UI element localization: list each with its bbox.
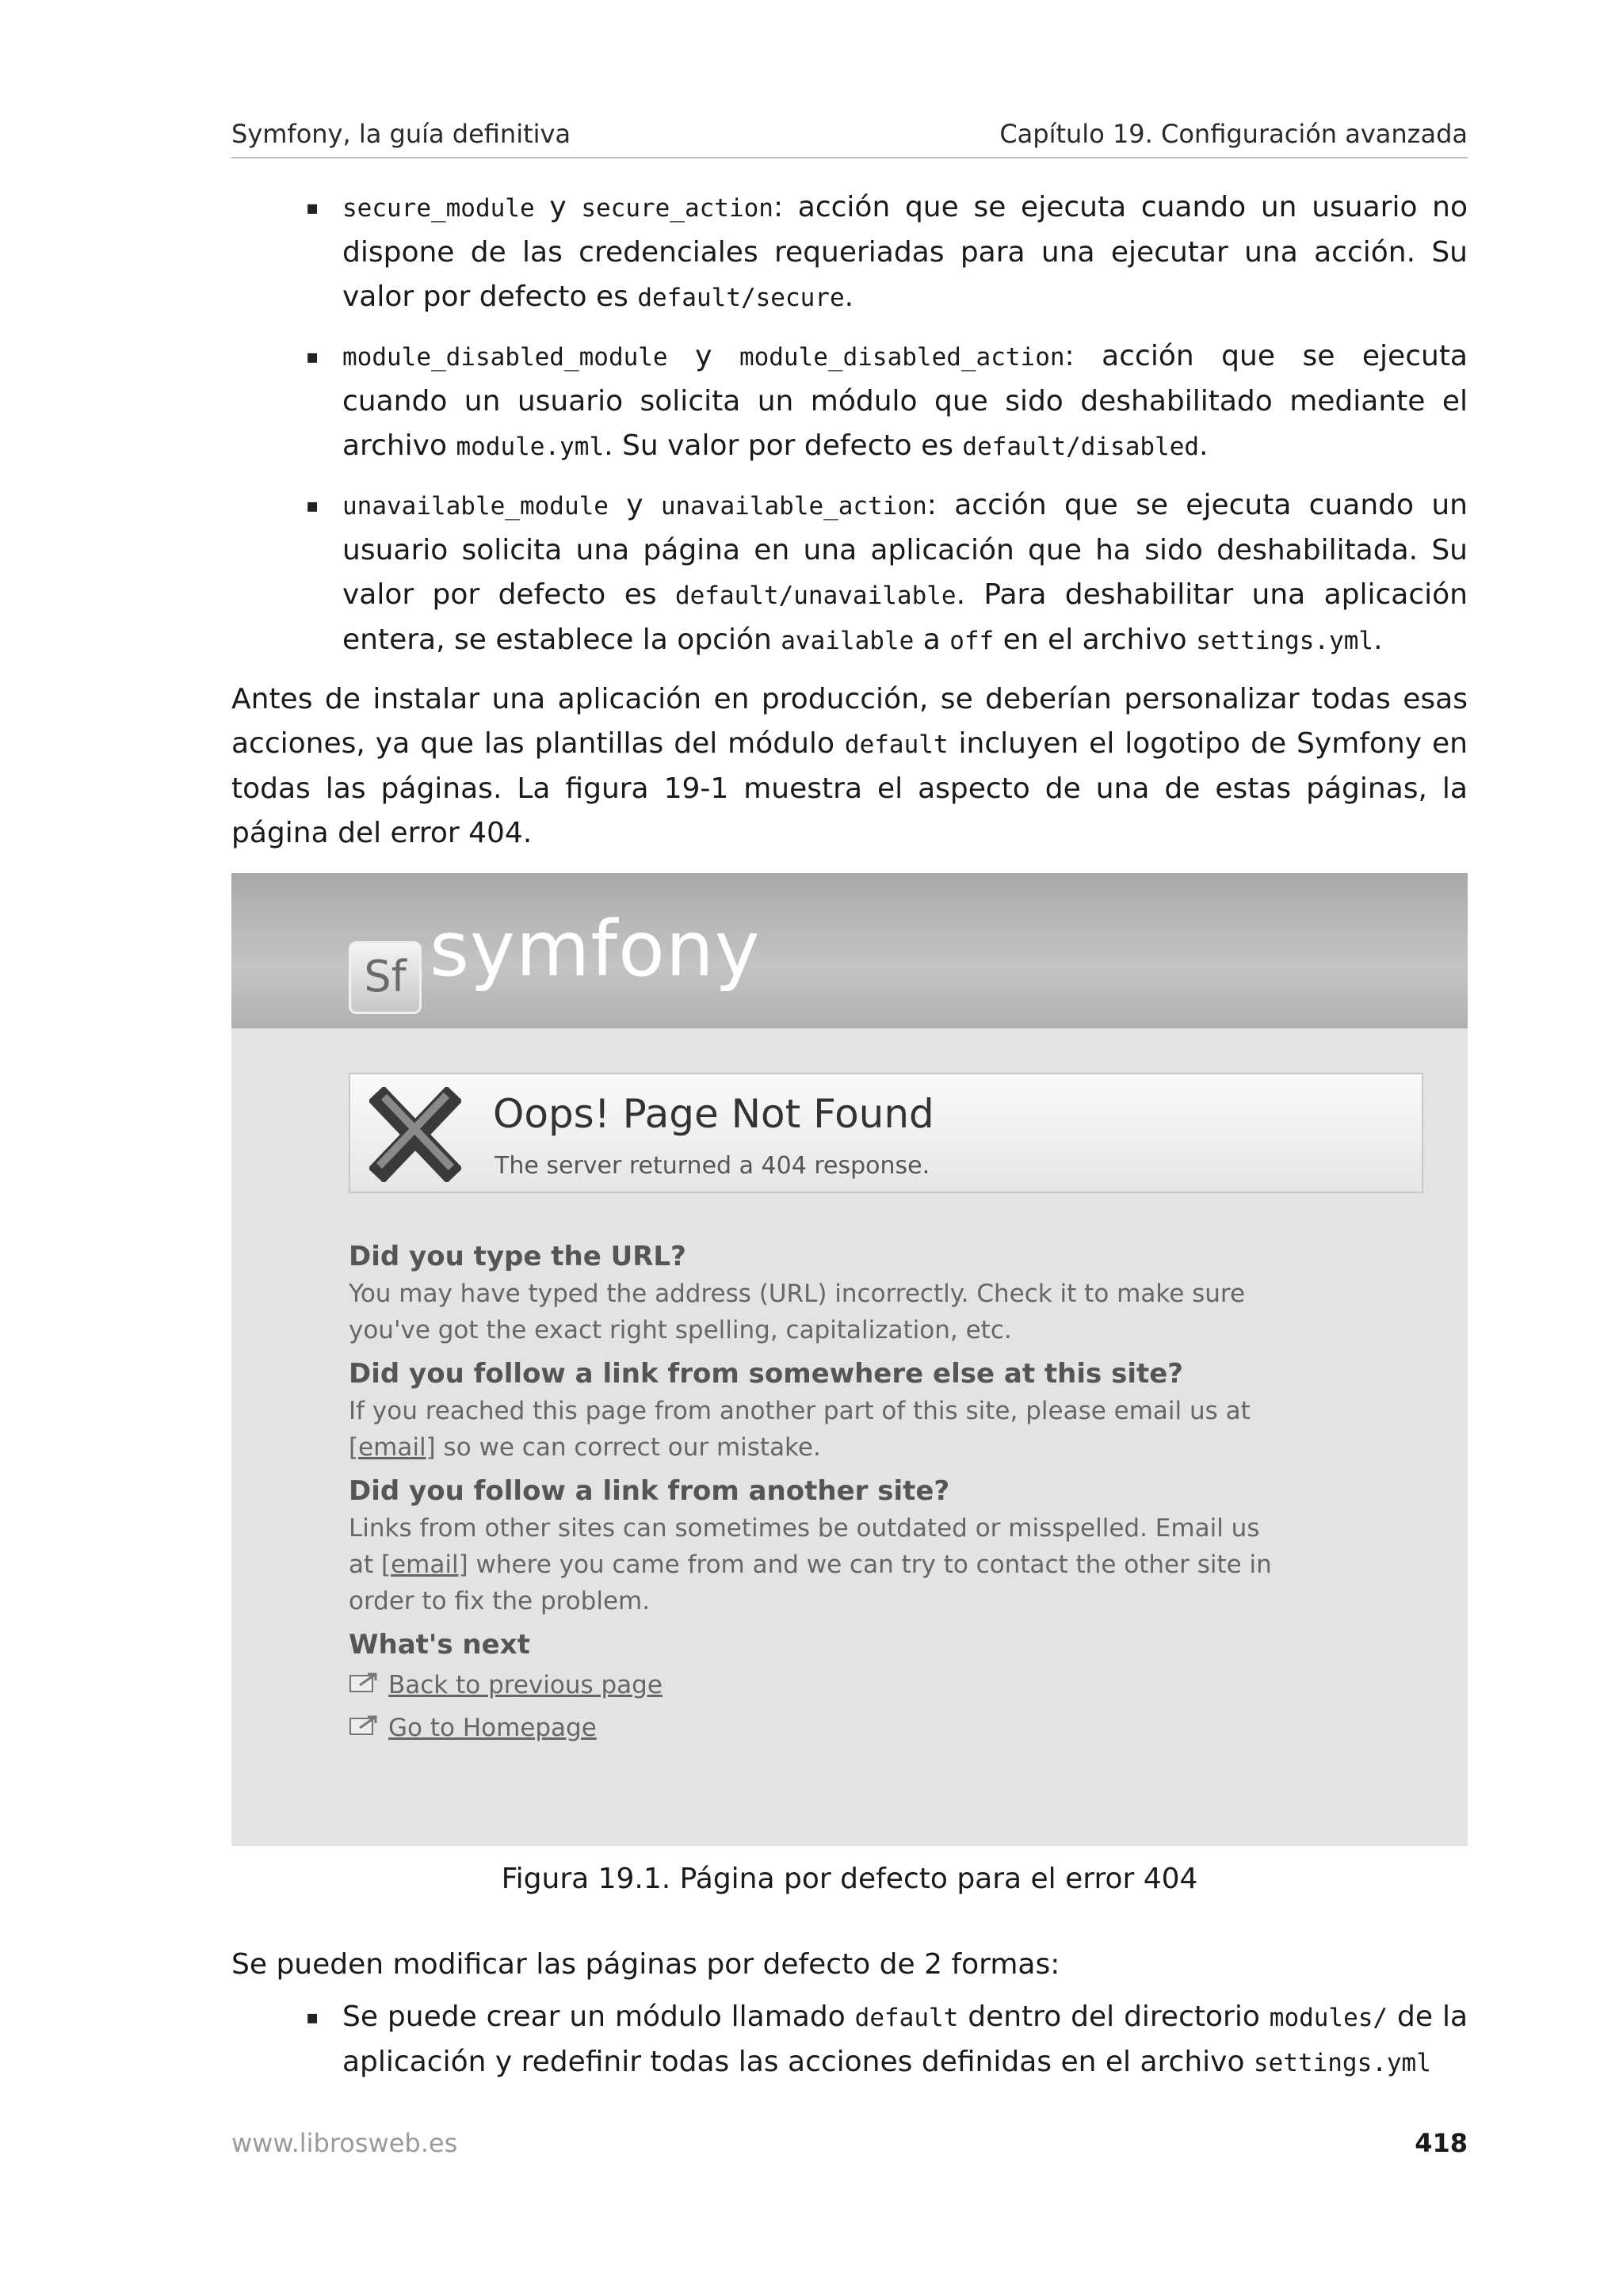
page-number: 418 (1415, 2128, 1468, 2158)
code-text: unavailable_action (660, 492, 927, 521)
section-heading: Did you follow a link from another site? (349, 1475, 950, 1507)
error-subtitle: The server returned a 404 response. (495, 1152, 930, 1180)
methods-paragraph: Se pueden modificar las páginas por defecto de 2 formas: (231, 1948, 1060, 1981)
code-text: secure_module (342, 194, 535, 223)
code-text: default/unavailable (674, 582, 957, 610)
page-header (231, 119, 1468, 158)
whats-next-heading: What's next (349, 1629, 530, 1661)
code-text: default (854, 2004, 959, 2032)
error-help-content (349, 1238, 1284, 1749)
section-text: You may have typed the address (URL) incorrectly. Check it to make sure you've got the exact right spelling, capitalization, etc. (349, 1280, 1246, 1344)
symfony-logo-icon: Sf (349, 941, 422, 1014)
list-item: ▪ secure_module y secure_action: acción que se ejecuta cuando un usuario no dispone de las credenciales requeriadas para una ejecutar una acción. Su valor por defecto es default/secure. (231, 185, 1468, 320)
code-text: module_disabled_action (739, 343, 1065, 372)
code-text: secure_action (581, 194, 773, 223)
error-x-icon (369, 1087, 461, 1182)
code-text: modules/ (1269, 2004, 1388, 2032)
homepage-link[interactable]: Go to Homepage (388, 1714, 597, 1742)
book-title: Symfony, la guía definitiva (231, 119, 571, 149)
footer-url[interactable]: www.librosweb.es (231, 2128, 458, 2158)
code-text: unavailable_module (342, 492, 609, 521)
error-page-screenshot (231, 873, 1468, 1846)
code-text: default (844, 730, 949, 759)
list-item: ▪ module_disabled_module y module_disabled_action: acción que se ejecuta cuando un usuario solicita un módulo que sido deshabilitado mediante el archivo module.yml. Su valor por defecto es default/disabled. (231, 334, 1468, 469)
code-text: module.yml (456, 433, 605, 461)
email-link[interactable]: [email] (381, 1550, 468, 1579)
symfony-banner (231, 873, 1468, 1028)
chapter-title: Capítulo 19. Configuración avanzada (999, 119, 1468, 149)
arrow-link-icon (349, 1671, 380, 1695)
page-content (231, 185, 1468, 2100)
code-text: available (781, 627, 915, 655)
code-text: default/secure (637, 284, 845, 312)
code-text: settings.yml (1253, 2049, 1431, 2077)
code-text: settings.yml (1196, 627, 1374, 655)
error-title: Oops! Page Not Found (493, 1091, 934, 1137)
intro-paragraph: Antes de instalar una aplicación en producción, se deberían personalizar todas esas acciones, ya que las plantillas del módulo default incluyen el logotipo de Symfony en todas las páginas. La figura 19-1 muestra el aspecto de una de estas páginas, la página del error 404. (231, 683, 1468, 849)
list-item: ▪ Se puede crear un módulo llamado default dentro del directorio modules/ de la aplicación y redefinir todas las acciones definidas en el archivo settings.yml (231, 1995, 1468, 2085)
section-heading: Did you type the URL? (349, 1241, 686, 1272)
methods-list (231, 1995, 1468, 2085)
code-text: off (949, 627, 995, 655)
back-to-previous-link[interactable]: Back to previous page (388, 1671, 663, 1699)
back-link-row[interactable] (349, 1664, 1284, 1707)
section-text: Links from other sites can sometimes be outdated or misspelled. Email us at [email] where you came from and we can try to contact the other site in order to fix the problem. (349, 1514, 1272, 1615)
figure-caption: Figura 19.1. Página por defecto para el error 404 (501, 1863, 1198, 1895)
section-heading: Did you follow a link from somewhere else at this site? (349, 1358, 1184, 1390)
option-list (231, 185, 1468, 663)
symfony-logo-text: symfony (430, 905, 761, 994)
section-text: If you reached this page from another part of this site, please email us at [email] so we can correct our mistake. (349, 1397, 1251, 1462)
email-link[interactable]: [email] (349, 1433, 436, 1462)
code-text: module_disabled_module (342, 343, 668, 372)
code-text: default/disabled (962, 433, 1200, 461)
arrow-link-icon (349, 1714, 380, 1737)
list-item: ▪ unavailable_module y unavailable_action: acción que se ejecuta cuando un usuario solicita una página en una aplicación que ha sido deshabilitada. Su valor por defecto es default/unavailable. Para deshabilitar una aplicación entera, se establece la opción available a off en el archivo settings.yml. (231, 483, 1468, 663)
error-message-box (349, 1073, 1423, 1193)
home-link-row[interactable] (349, 1707, 1284, 1749)
